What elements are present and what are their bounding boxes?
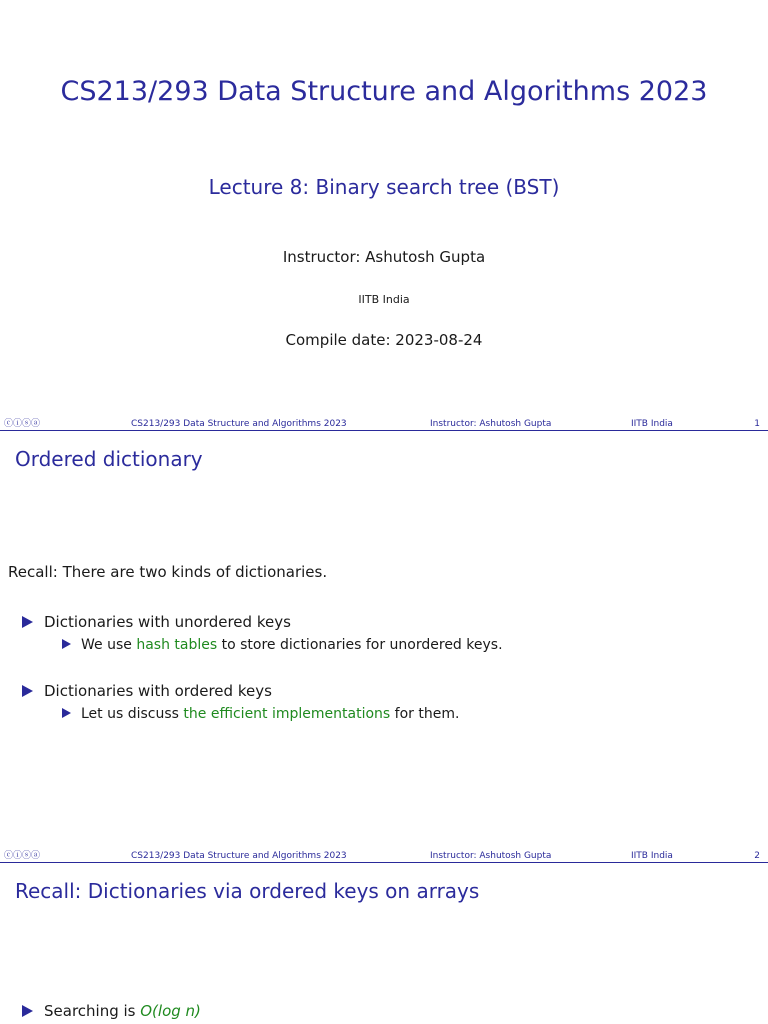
bullet-text: Dictionaries with ordered keys [44, 682, 272, 700]
bullet-triangle-icon [22, 685, 33, 697]
footer-course-title: CS213/293 Data Structure and Algorithms 2023 [131, 419, 347, 429]
slide-title: Recall: Dictionaries via ordered keys on arrays [15, 879, 480, 903]
instructor-name: Instructor: Ashutosh Gupta [282, 248, 486, 266]
lecture-title: Lecture 8: Binary search tree (BST) [208, 175, 560, 199]
sub-bullet-suffix: for them. [390, 706, 460, 722]
sub-bullet-prefix: Let us discuss [81, 706, 184, 722]
sub-bullet-item [62, 637, 503, 653]
sub-bullet-triangle-icon [62, 639, 71, 649]
bullet-text: Searching is [44, 1002, 141, 1020]
bullet-item [22, 613, 291, 631]
compile-date: Compile date: 2023-08-24 [285, 331, 483, 349]
bullet-triangle-icon [22, 1005, 33, 1017]
footer-course-title: CS213/293 Data Structure and Algorithms 2023 [131, 851, 347, 861]
footer-instructor: Instructor: Ashutosh Gupta [430, 851, 552, 861]
footer-instructor: Instructor: Ashutosh Gupta [430, 419, 552, 429]
footer-institute: IITB India [631, 851, 673, 861]
slide-footer [0, 418, 768, 431]
footer-institute: IITB India [631, 419, 673, 429]
bullet-item [22, 682, 272, 700]
slide-title: Ordered dictionary [15, 447, 203, 471]
slide-intro-text: Recall: There are two kinds of dictionaries. [8, 563, 328, 581]
highlight-term: hash tables [136, 637, 218, 653]
sub-bullet-triangle-icon [62, 708, 71, 718]
sub-bullet-suffix: to store dictionaries for unordered keys. [217, 637, 503, 653]
footer-page-number: 1 [754, 419, 760, 429]
lecture-series-title: CS213/293 Data Structure and Algorithms 2023 [60, 76, 708, 107]
creative-commons-icon: ⓒⓘⓢⓐ [4, 851, 41, 861]
institute-name: IITB India [358, 293, 410, 306]
creative-commons-icon: ⓒⓘⓢⓐ [4, 419, 41, 429]
highlight-term: the efficient implementations [183, 706, 391, 722]
sub-bullet-item [62, 706, 459, 722]
footer-page-number: 2 [754, 851, 760, 861]
bullet-item [22, 1002, 201, 1020]
slide-footer [0, 850, 768, 863]
bullet-triangle-icon [22, 616, 33, 628]
complexity-formula: O(log n) [140, 1002, 201, 1020]
bullet-text: Dictionaries with unordered keys [44, 613, 291, 631]
sub-bullet-prefix: We use [81, 637, 137, 653]
